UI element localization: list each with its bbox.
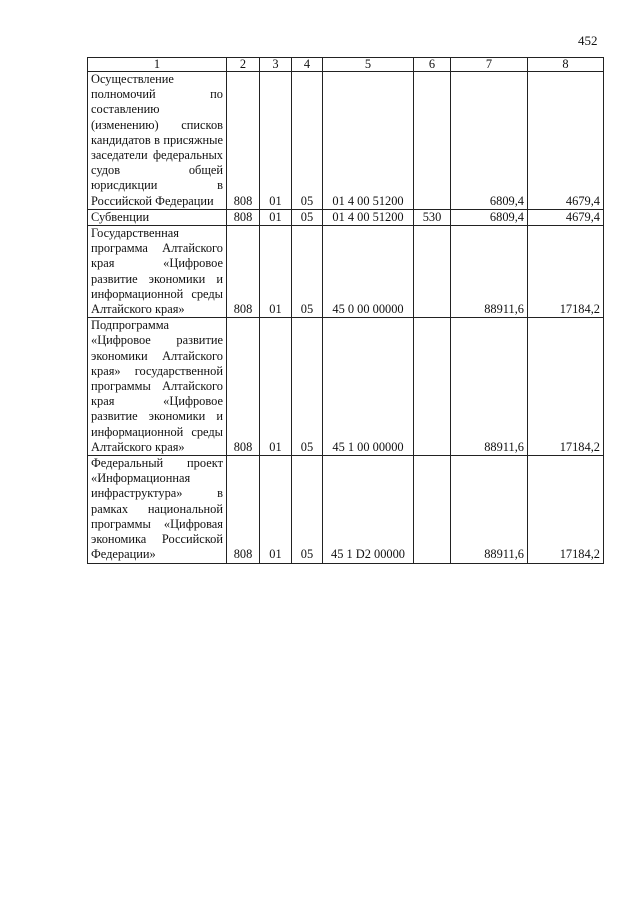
cell-expense-type xyxy=(414,318,451,456)
table-row xyxy=(88,456,604,563)
column-header-7: 7 xyxy=(451,58,528,72)
cell-ministry-code: 808 xyxy=(227,318,260,456)
column-header-5: 5 xyxy=(323,58,414,72)
cell-section: 01 xyxy=(260,456,292,563)
cell-amount-1: 6809,4 xyxy=(451,72,528,210)
page-number: 452 xyxy=(578,33,598,48)
cell-expense-type xyxy=(414,456,451,563)
cell-ministry-code: 808 xyxy=(227,72,260,210)
column-header-2: 2 xyxy=(227,58,260,72)
row-name xyxy=(88,456,227,563)
cell-amount-1: 6809,4 xyxy=(451,209,528,225)
row-name-text: Подпрограмма «Цифровое развитие экономики Алтайского края» государственной программы Алтайского края «Цифровое развитие экономики и информационной среды Алтайского края» xyxy=(91,318,223,454)
table-row xyxy=(88,226,604,318)
cell-target-article: 45 1 00 00000 xyxy=(323,318,414,456)
cell-subsection: 05 xyxy=(292,209,323,225)
table-row xyxy=(88,209,604,225)
cell-expense-type xyxy=(414,226,451,318)
row-name-text: Субвенции xyxy=(91,209,150,224)
row-name-text: Федеральный проект «Информационная инфраструктура» в рамках национальной программы «Цифровая экономика Российской Федерации» xyxy=(91,456,223,562)
cell-amount-2: 4679,4 xyxy=(528,72,604,210)
cell-section: 01 xyxy=(260,318,292,456)
cell-subsection: 05 xyxy=(292,318,323,456)
cell-ministry-code: 808 xyxy=(227,209,260,225)
cell-amount-1: 88911,6 xyxy=(451,226,528,318)
table-header-row xyxy=(88,58,604,72)
table-row xyxy=(88,318,604,456)
table-row xyxy=(88,72,604,210)
column-header-1: 1 xyxy=(88,58,227,72)
cell-subsection: 05 xyxy=(292,72,323,210)
budget-table xyxy=(87,57,604,564)
column-header-8: 8 xyxy=(528,58,604,72)
cell-subsection: 05 xyxy=(292,456,323,563)
cell-amount-2: 17184,2 xyxy=(528,318,604,456)
cell-amount-1: 88911,6 xyxy=(451,456,528,563)
row-name xyxy=(88,318,227,456)
cell-expense-type: 530 xyxy=(414,209,451,225)
column-header-6: 6 xyxy=(414,58,451,72)
row-name-text: Государственная программа Алтайского края «Цифровое развитие экономики и информационной среды Алтайского края» xyxy=(91,226,223,317)
cell-amount-1: 88911,6 xyxy=(451,318,528,456)
cell-amount-2: 17184,2 xyxy=(528,456,604,563)
cell-amount-2: 4679,4 xyxy=(528,209,604,225)
cell-subsection: 05 xyxy=(292,226,323,318)
column-header-4: 4 xyxy=(292,58,323,72)
cell-section: 01 xyxy=(260,226,292,318)
cell-target-article: 01 4 00 51200 xyxy=(323,209,414,225)
row-name xyxy=(88,226,227,318)
row-name xyxy=(88,72,227,210)
cell-ministry-code: 808 xyxy=(227,456,260,563)
column-header-3: 3 xyxy=(260,58,292,72)
cell-section: 01 xyxy=(260,72,292,210)
row-name xyxy=(88,209,227,225)
cell-ministry-code: 808 xyxy=(227,226,260,318)
row-name-text: Осуществление полномочий по составлению (изменению) списков кандидатов в присяжные заседатели федеральных судов общей юрисдикции в Российской Федерации xyxy=(91,72,223,208)
cell-target-article: 45 1 D2 00000 xyxy=(323,456,414,563)
cell-target-article: 01 4 00 51200 xyxy=(323,72,414,210)
cell-target-article: 45 0 00 00000 xyxy=(323,226,414,318)
cell-section: 01 xyxy=(260,209,292,225)
cell-amount-2: 17184,2 xyxy=(528,226,604,318)
cell-expense-type xyxy=(414,72,451,210)
